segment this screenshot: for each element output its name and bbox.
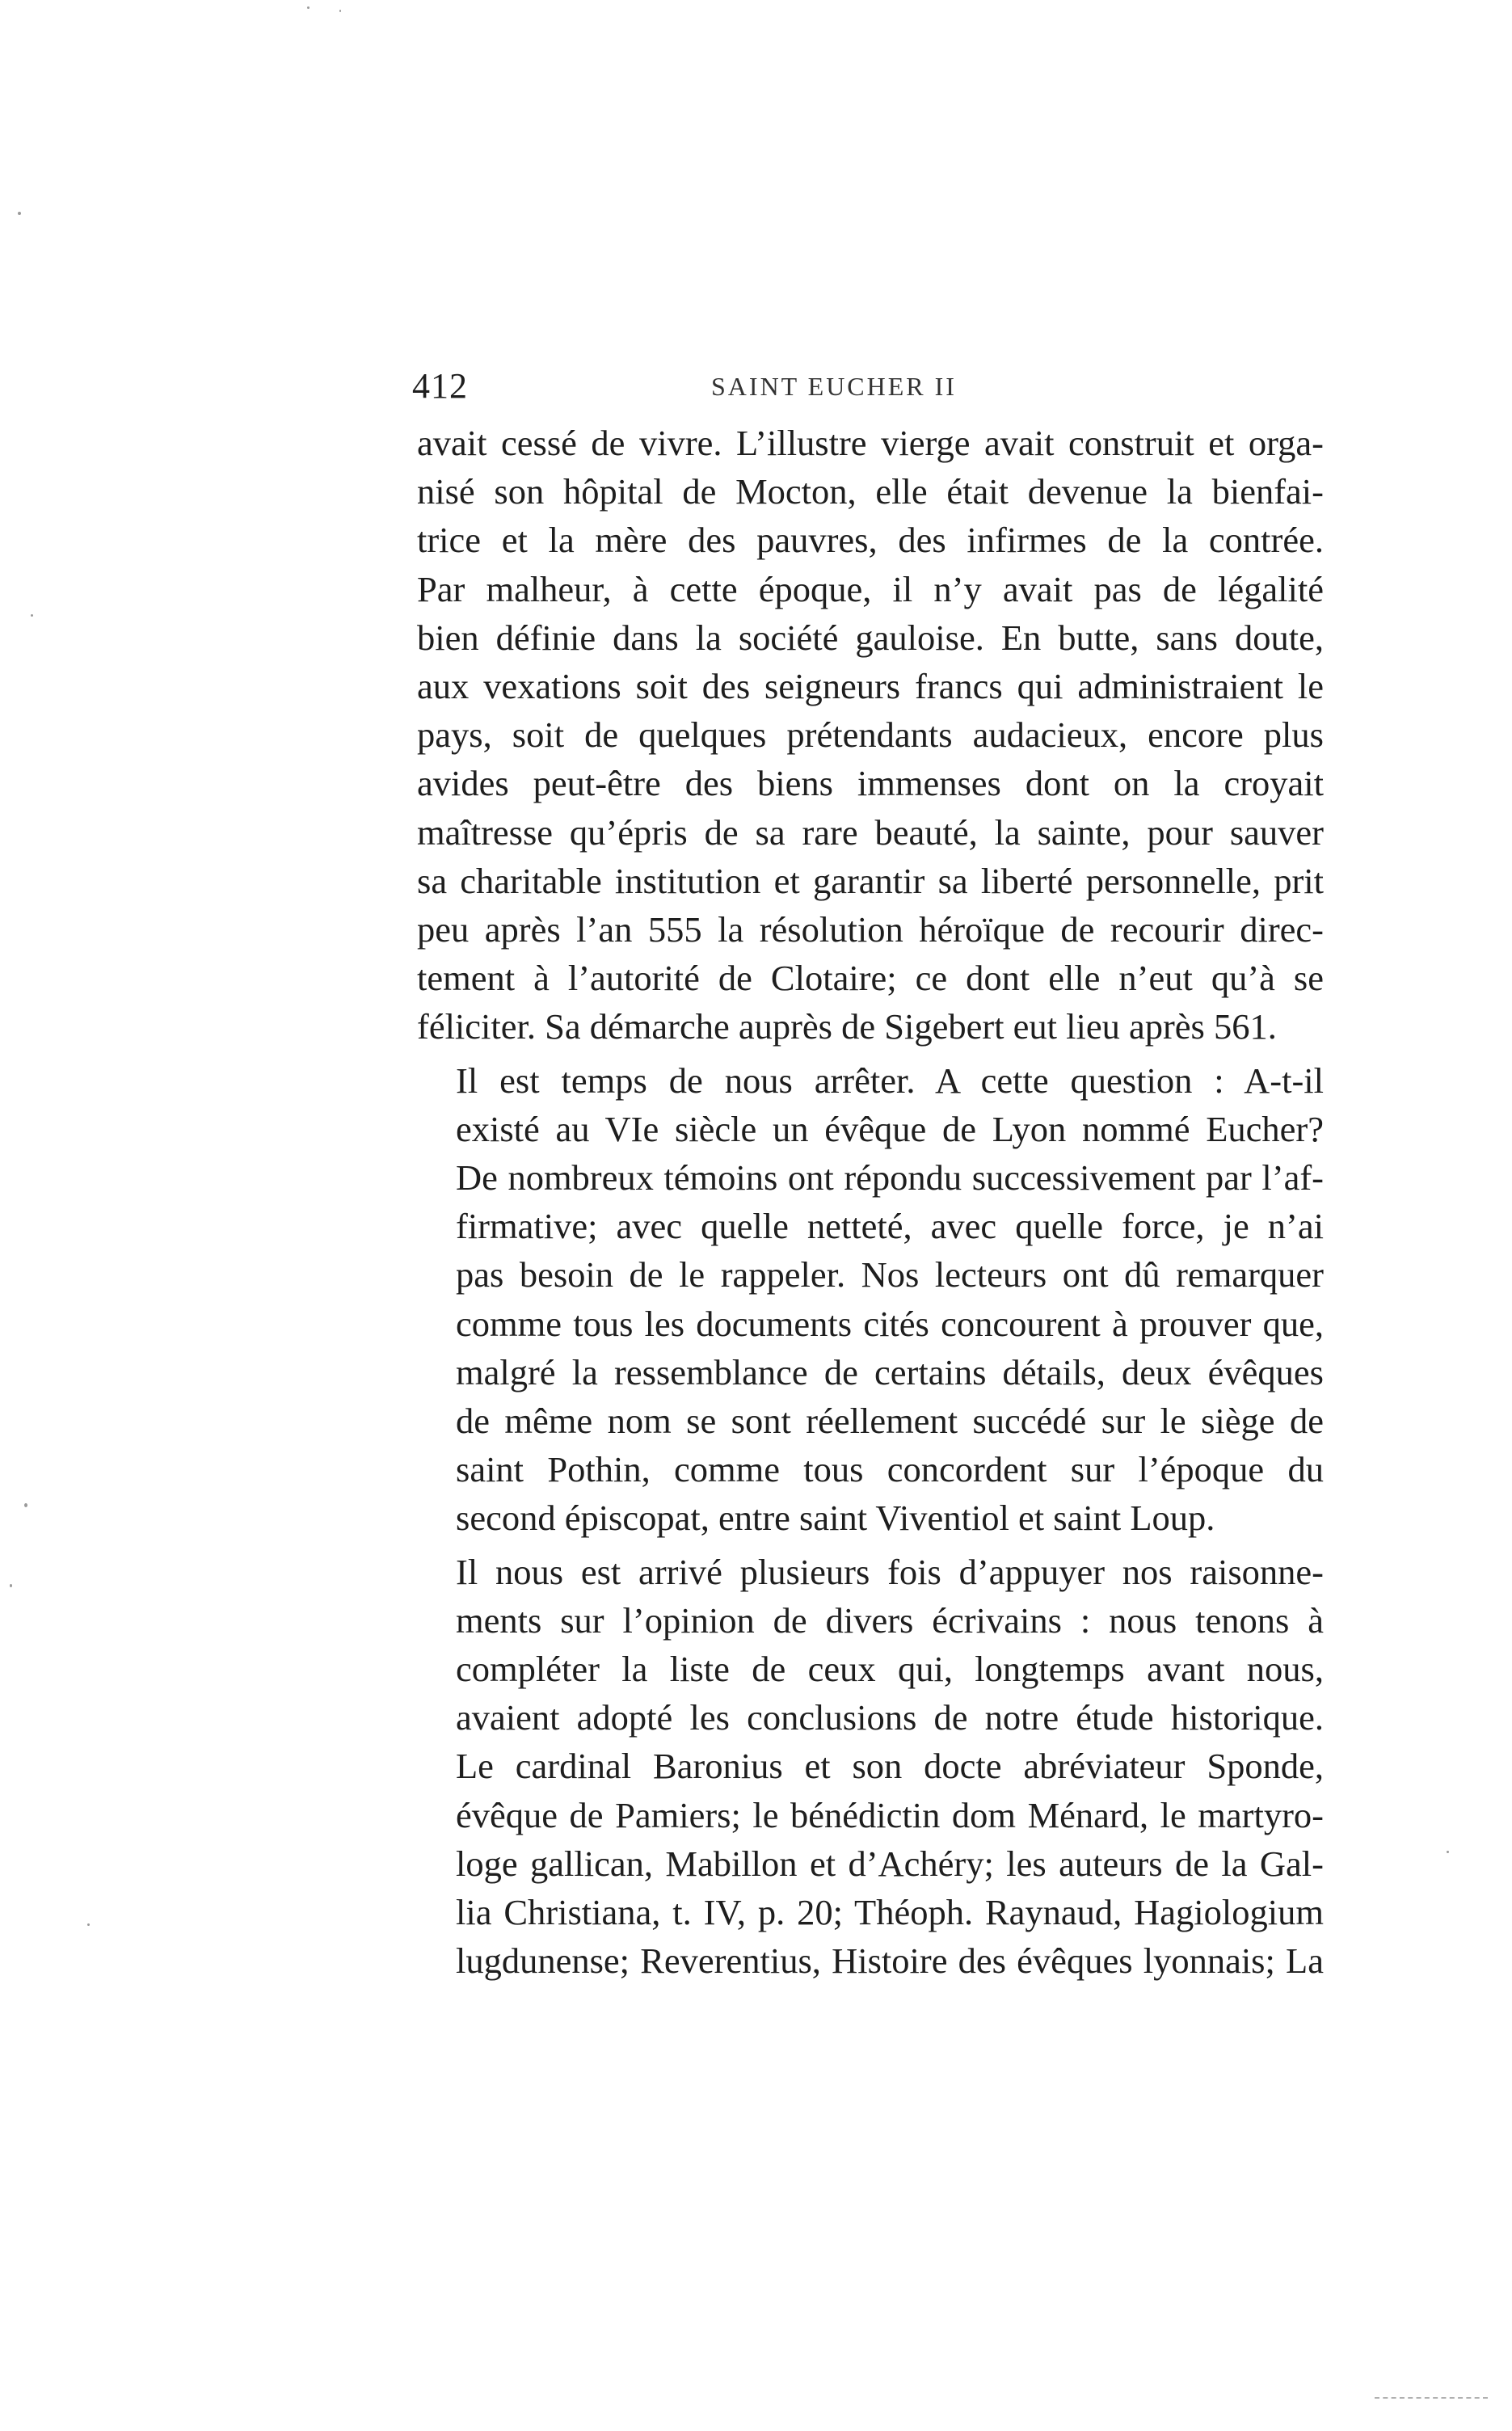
text-line: bien définie dans la société gauloise. En butte, sans doute, [417,617,1324,658]
body-text [417,419,1324,1986]
text-line: pays, soit de quelques prétendants audacieux, encore plus [417,714,1324,756]
paragraph-1 [417,419,1324,1051]
page-number: 412 [412,366,468,406]
text-line: Par malheur, à cette époque, il n’y avait pas de légalité [417,568,1324,609]
scan-speck [1447,1851,1449,1853]
text-line: trice et la mère des pauvres, des infirmes de la contrée. [417,520,1324,561]
scan-speck [24,1503,27,1507]
text-line: aux vexations soit des seigneurs francs qui administraient le [417,666,1324,707]
text-line: évêque de Pamiers; le bénédictin dom Ménard, le martyro- [456,1794,1324,1835]
text-line: lia Christiana, t. IV, p. 20; Théoph. Raynaud, Hagiologium [456,1892,1324,1933]
scan-edge-mark [1375,2397,1488,2399]
text-line: existé au VIe siècle un évêque de Lyon nommé Eucher? [456,1108,1324,1149]
text-line: ments sur l’opinion de divers écrivains : nous tenons à [456,1599,1324,1641]
text-line: de même nom se sont réellement succédé sur le siège de [456,1401,1324,1442]
text-line: nisé son hôpital de Mocton, elle était devenue la bienfai- [417,471,1324,512]
text-line: firmative; avec quelle netteté, avec quelle force, je n’ai [456,1206,1324,1247]
text-line: malgré la ressemblance de certains détails, deux évêques [456,1351,1324,1392]
paragraph-2 [417,1056,1324,1543]
text-line: sa charitable institution et garantir sa liberté personnelle, prit [417,860,1324,901]
scan-speck [339,10,341,12]
scan-speck [31,614,33,617]
page-header [412,365,1317,414]
paragraph-3 [417,1548,1324,1986]
running-head: SAINT EUCHER II [711,372,957,401]
text-line: lugdunense; Reverentius, Histoire des évêques lyonnais; La [456,1940,1324,1982]
text-line: avides peut-être des biens immenses dont on la croyait [417,763,1324,804]
text-line: compléter la liste de ceux qui, longtemps avant nous, [456,1649,1324,1690]
text-line: Il nous est arrivé plusieurs fois d’appuyer nos raisonne- [456,1551,1324,1592]
text-line: féliciter. Sa démarche auprès de Sigebert eut lieu après 561. [417,1006,1277,1047]
text-line: comme tous les documents cités concourent à prouver que, [456,1303,1324,1344]
text-line: second épiscopat, entre saint Viventiol et saint Loup. [456,1498,1215,1539]
text-line: De nombreux témoins ont répondu successivement par l’af- [456,1157,1324,1199]
scan-speck [18,212,21,215]
text-line: tement à l’autorité de Clotaire; ce dont elle n’eut qu’à se [417,958,1324,999]
text-line: saint Pothin, comme tous concordent sur l’époque du [456,1449,1324,1490]
text-line: Il est temps de nous arrêter. A cette question : A-t-il [456,1060,1324,1101]
scan-speck [87,1923,90,1926]
text-line: avait cessé de vivre. L’illustre vierge avait construit et orga- [417,423,1324,463]
text-line: peu après l’an 555 la résolution héroïque de recourir direc- [417,909,1324,950]
text-line: avaient adopté les conclusions de notre étude historique. [456,1697,1324,1738]
scan-speck [10,1584,12,1587]
text-line: pas besoin de le rappeler. Nos lecteurs ont dû remarquer [456,1254,1324,1296]
text-line: loge gallican, Mabillon et d’Achéry; les auteurs de la Gal- [456,1843,1324,1884]
scan-speck [307,6,310,9]
text-line: Le cardinal Baronius et son docte abréviateur Sponde, [456,1746,1324,1787]
text-line: maîtresse qu’épris de sa rare beauté, la sainte, pour sauver [417,811,1324,853]
